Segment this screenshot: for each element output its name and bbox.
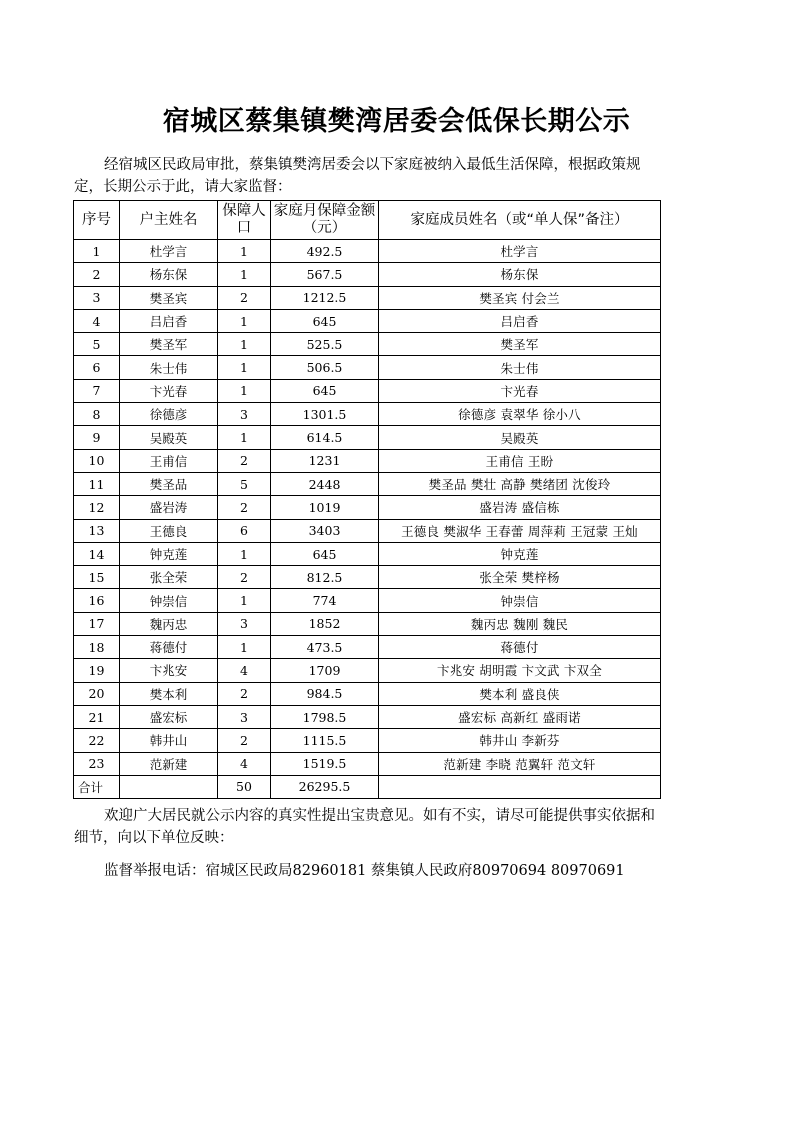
cell-index: 11 — [74, 472, 120, 495]
cell-household-head: 钟崇信 — [120, 589, 218, 612]
cell-monthly-amount: 1301.5 — [271, 403, 379, 426]
total-persons: 50 — [218, 775, 271, 798]
cell-family-members: 卞光春 — [379, 379, 661, 402]
cell-family-members: 张全荣 樊梓杨 — [379, 566, 661, 589]
total-empty-cell — [379, 775, 661, 798]
cell-monthly-amount: 984.5 — [271, 682, 379, 705]
document-title: 宿城区蔡集镇樊湾居委会低保长期公示 — [162, 106, 631, 137]
cell-monthly-amount: 525.5 — [271, 333, 379, 356]
recipient-table — [73, 200, 661, 799]
table-row — [74, 542, 661, 565]
table-row — [74, 426, 661, 449]
cell-persons: 1 — [218, 356, 271, 379]
cell-monthly-amount: 2448 — [271, 472, 379, 495]
cell-index: 4 — [74, 309, 120, 332]
cell-monthly-amount: 1798.5 — [271, 705, 379, 728]
cell-monthly-amount: 614.5 — [271, 426, 379, 449]
table-row — [74, 263, 661, 286]
cell-family-members: 盛岩涛 盛信栋 — [379, 496, 661, 519]
cell-index: 13 — [74, 519, 120, 542]
table-row — [74, 519, 661, 542]
cell-index: 21 — [74, 705, 120, 728]
table-row — [74, 682, 661, 705]
total-amount: 26295.5 — [271, 775, 379, 798]
cell-family-members: 卞兆安 胡明霞 卞文武 卞双全 — [379, 659, 661, 682]
cell-persons: 1 — [218, 309, 271, 332]
cell-household-head: 王德良 — [120, 519, 218, 542]
cell-index: 7 — [74, 379, 120, 402]
table-row — [74, 705, 661, 728]
cell-household-head: 魏丙忠 — [120, 612, 218, 635]
cell-household-head: 卞光春 — [120, 379, 218, 402]
table-row — [74, 449, 661, 472]
cell-index: 1 — [74, 240, 120, 263]
cell-family-members: 钟克莲 — [379, 542, 661, 565]
cell-index: 16 — [74, 589, 120, 612]
cell-household-head: 杨东保 — [120, 263, 218, 286]
cell-family-members: 范新建 李晓 范翼轩 范文轩 — [379, 752, 661, 775]
cell-family-members: 盛宏标 高新红 盛雨诺 — [379, 705, 661, 728]
cell-monthly-amount: 645 — [271, 309, 379, 332]
cell-family-members: 朱士伟 — [379, 356, 661, 379]
cell-persons: 1 — [218, 263, 271, 286]
cell-family-members: 钟崇信 — [379, 589, 661, 612]
table-row — [74, 566, 661, 589]
cell-persons: 3 — [218, 403, 271, 426]
cell-monthly-amount: 1212.5 — [271, 286, 379, 309]
cell-index: 19 — [74, 659, 120, 682]
cell-family-members: 王德良 樊淑华 王春蕾 周萍莉 王冠蒙 王灿 — [379, 519, 661, 542]
cell-monthly-amount: 492.5 — [271, 240, 379, 263]
total-label: 合计 — [74, 775, 120, 798]
total-empty-cell — [120, 775, 218, 798]
cell-family-members: 樊本利 盛良侠 — [379, 682, 661, 705]
cell-monthly-amount: 567.5 — [271, 263, 379, 286]
cell-persons: 2 — [218, 729, 271, 752]
cell-household-head: 朱士伟 — [120, 356, 218, 379]
cell-monthly-amount: 1519.5 — [271, 752, 379, 775]
cell-index: 12 — [74, 496, 120, 519]
cell-family-members: 樊圣品 樊壮 高静 樊绪团 沈俊玲 — [379, 472, 661, 495]
cell-household-head: 吴殿英 — [120, 426, 218, 449]
cell-persons: 1 — [218, 240, 271, 263]
table-row — [74, 472, 661, 495]
cell-monthly-amount: 1231 — [271, 449, 379, 472]
cell-monthly-amount: 473.5 — [271, 636, 379, 659]
cell-family-members: 蒋德付 — [379, 636, 661, 659]
cell-persons: 1 — [218, 542, 271, 565]
contact-line: 监督举报电话：宿城区民政局82960181 蔡集镇人民政府80970694 80970691 — [104, 863, 625, 879]
cell-monthly-amount: 812.5 — [271, 566, 379, 589]
cell-persons: 2 — [218, 286, 271, 309]
cell-index: 8 — [74, 403, 120, 426]
cell-persons: 1 — [218, 379, 271, 402]
table-row — [74, 752, 661, 775]
cell-family-members: 樊圣军 — [379, 333, 661, 356]
cell-household-head: 张全荣 — [120, 566, 218, 589]
cell-household-head: 樊圣宾 — [120, 286, 218, 309]
cell-monthly-amount: 645 — [271, 379, 379, 402]
cell-family-members: 王甫信 王盼 — [379, 449, 661, 472]
cell-persons: 2 — [218, 682, 271, 705]
cell-household-head: 吕启香 — [120, 309, 218, 332]
cell-index: 23 — [74, 752, 120, 775]
cell-monthly-amount: 3403 — [271, 519, 379, 542]
cell-persons: 2 — [218, 449, 271, 472]
cell-family-members: 吕启香 — [379, 309, 661, 332]
cell-family-members: 徐德彦 袁翠华 徐小八 — [379, 403, 661, 426]
cell-index: 17 — [74, 612, 120, 635]
cell-persons: 6 — [218, 519, 271, 542]
header-index: 序号 — [74, 201, 120, 240]
table-row — [74, 403, 661, 426]
table-row — [74, 729, 661, 752]
cell-household-head: 卞兆安 — [120, 659, 218, 682]
cell-household-head: 韩井山 — [120, 729, 218, 752]
header-family-members: 家庭成员姓名（或“单人保”备注） — [379, 201, 661, 240]
cell-index: 15 — [74, 566, 120, 589]
table-header-row — [74, 201, 661, 240]
cell-family-members: 杨东保 — [379, 263, 661, 286]
cell-index: 3 — [74, 286, 120, 309]
cell-family-members: 杜学言 — [379, 240, 661, 263]
cell-index: 9 — [74, 426, 120, 449]
cell-monthly-amount: 774 — [271, 589, 379, 612]
cell-persons: 2 — [218, 496, 271, 519]
table-row — [74, 286, 661, 309]
cell-index: 5 — [74, 333, 120, 356]
table-row — [74, 612, 661, 635]
cell-monthly-amount: 1709 — [271, 659, 379, 682]
cell-persons: 5 — [218, 472, 271, 495]
cell-family-members: 魏丙忠 魏刚 魏民 — [379, 612, 661, 635]
cell-household-head: 范新建 — [120, 752, 218, 775]
cell-persons: 3 — [218, 612, 271, 635]
table-row — [74, 333, 661, 356]
cell-household-head: 樊本利 — [120, 682, 218, 705]
cell-persons: 4 — [218, 752, 271, 775]
outro-paragraph: 欢迎广大居民就公示内容的真实性提出宝贵意见。如有不实，请尽可能提供事实依据和细节，向以下单位反映： — [74, 808, 655, 846]
cell-index: 22 — [74, 729, 120, 752]
table-total-row — [74, 775, 661, 798]
table-row — [74, 356, 661, 379]
cell-monthly-amount: 1019 — [271, 496, 379, 519]
cell-index: 10 — [74, 449, 120, 472]
table-row — [74, 589, 661, 612]
cell-persons: 4 — [218, 659, 271, 682]
cell-household-head: 杜学言 — [120, 240, 218, 263]
intro-paragraph: 经宿城区民政局审批，蔡集镇樊湾居委会以下家庭被纳入最低生活保障，根据政策规定，长期公示于此，请大家监督： — [74, 157, 641, 195]
cell-household-head: 徐德彦 — [120, 403, 218, 426]
table-row — [74, 379, 661, 402]
cell-index: 18 — [74, 636, 120, 659]
cell-household-head: 王甫信 — [120, 449, 218, 472]
cell-persons: 1 — [218, 636, 271, 659]
table-row — [74, 240, 661, 263]
cell-monthly-amount: 1852 — [271, 612, 379, 635]
header-persons: 保障人口 — [218, 201, 271, 240]
cell-monthly-amount: 506.5 — [271, 356, 379, 379]
header-monthly-amount: 家庭月保障金额（元） — [271, 201, 379, 240]
cell-household-head: 樊圣品 — [120, 472, 218, 495]
cell-persons: 1 — [218, 589, 271, 612]
table-row — [74, 636, 661, 659]
cell-persons: 1 — [218, 426, 271, 449]
table-row — [74, 309, 661, 332]
cell-household-head: 钟克莲 — [120, 542, 218, 565]
cell-persons: 2 — [218, 566, 271, 589]
table-row — [74, 496, 661, 519]
cell-persons: 1 — [218, 333, 271, 356]
cell-index: 2 — [74, 263, 120, 286]
cell-index: 20 — [74, 682, 120, 705]
cell-family-members: 韩井山 李新芬 — [379, 729, 661, 752]
cell-family-members: 吴殿英 — [379, 426, 661, 449]
cell-household-head: 蒋德付 — [120, 636, 218, 659]
cell-household-head: 盛宏标 — [120, 705, 218, 728]
table-row — [74, 659, 661, 682]
cell-monthly-amount: 645 — [271, 542, 379, 565]
cell-household-head: 樊圣军 — [120, 333, 218, 356]
header-household-head: 户主姓名 — [120, 201, 218, 240]
cell-index: 14 — [74, 542, 120, 565]
cell-family-members: 樊圣宾 付会兰 — [379, 286, 661, 309]
cell-monthly-amount: 1115.5 — [271, 729, 379, 752]
cell-persons: 3 — [218, 705, 271, 728]
cell-household-head: 盛岩涛 — [120, 496, 218, 519]
cell-index: 6 — [74, 356, 120, 379]
